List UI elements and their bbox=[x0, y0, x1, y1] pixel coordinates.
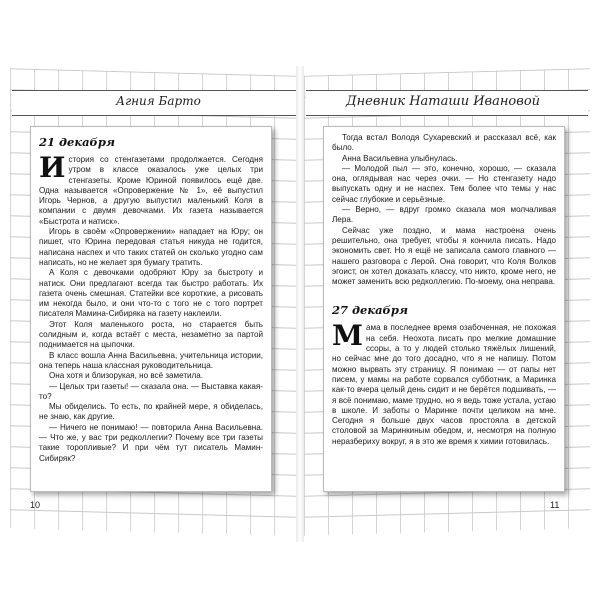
left-text-card bbox=[30, 126, 272, 492]
page-number: 11 bbox=[550, 500, 560, 510]
left-header-title: Агния Барто bbox=[116, 94, 201, 108]
paragraph bbox=[39, 151, 263, 227]
book-spine bbox=[296, 66, 304, 542]
paragraph-text: стория со стенгазетами продолжается. Сегодня утром в классе оказалось уже целых три стенгазеты. Кроме Юриной появилось ещё две. Одна называется «Опровержение № 1», её выпустил Игорь Чернов, а другую выпустил маленький Коля в компании с двумя девочками. Их газета называется «Быстрота и натиск». bbox=[39, 155, 263, 226]
right-header-title: Дневник Наташи Ивановой bbox=[346, 94, 541, 109]
entry-date: 21 декабря bbox=[39, 135, 116, 149]
paragraph: А Коля с девочками одобряют Юру за быстроту и натиск. Они предлагают всегда так быстро работать. Их газета очень смешная. Статейки все короткие, а рисовать им некогда было, и они что-то с того не с того портрет писателя Мамина-Сибиряка на газету наклеили. bbox=[39, 268, 263, 319]
paragraph: Игорь в своём «Опровержении» нападает на Юру; он пишет, что Юрина передовая статья никуда не годится, написана наспех и что таких статей он сколько угодно сам написать, но не желает зря бумагу тратить. bbox=[39, 227, 263, 267]
paragraph: Этот Коля маленького роста, но старается быть солидным и, когда встаёт с места, незаметно за партой поднимается на цыпочки. bbox=[39, 319, 263, 350]
page-number: 10 bbox=[30, 500, 41, 510]
drop-cap: М bbox=[332, 319, 363, 353]
paragraph: — Молодой пыл — это, конечно, хорошо, — сказала она, оглядывая нас через очки. — Но стенгазету надо выпускать одну и не наспех. Тем более что темы у нас сейчас глубокие и серьёзные. bbox=[332, 163, 556, 204]
paragraph: В класс вошла Анна Васильевна, учительница истории, она теперь наша классная руководительница. bbox=[39, 350, 263, 370]
paragraph: Тогда встал Володя Сухаревский и рассказал всё, как было. bbox=[332, 133, 556, 153]
left-header-band bbox=[12, 90, 296, 116]
paragraph: — Ничего не понимаю! — повторила Анна Васильевна. — Что же, у вас три редколлегии? Почему все три газеты такие торопливые? И при чём тут писатель Мамин-Сибиряк? bbox=[39, 422, 263, 463]
right-header-band bbox=[306, 90, 588, 116]
paragraph: Сейчас уже поздно, и мама настроена очень решительно, она требует, чтобы я кончила писать. Надо экономить свет. Но я ещё не записала самого главного — нашего разговора с Лерой. Она говорит, что Коля Волков эгоист, он хотел доказать классу, что никто, кроме него, не может заменить всю редколлегию. По-моему, она неправа. bbox=[332, 225, 556, 287]
drop-cap: И bbox=[39, 151, 66, 184]
paragraph: Мы обиделись. То есть, по крайней мере, я обиделась, не знаю, как другие. bbox=[39, 402, 263, 422]
paragraph: Она хотя и близорукая, но всё заметила. bbox=[49, 371, 204, 381]
entry-date: 27 декабря bbox=[332, 303, 409, 318]
paragraph: Анна Васильевна улыбнулась. bbox=[342, 153, 458, 163]
paragraph-text: ама в последнее время озабоченная, не похожая на себя. Неохота писать про мелкие домашние ссоры, а то у людей столько тяжёлых лишений, но сейчас мне до того досадно, что я не напишу. Потом можно вырвать эту страницу. Я понимаю — от папы нет писем, у мамы на работе сорвался субботник, а Маринка как-то вчера целый день сидит и не берётся подшивать, — я всё понимаю, маме трудно, но я ведь тоже устала, устаю в школе. И заботы о Маринке почти целиком на мне. Сегодня я больше двух часов простояла в детской столовой за Маринкиным обедом, и, несмотря на полную неразбериху вокруг, я в это же время к химии готовилась. bbox=[332, 323, 556, 446]
paragraph: — Целых три газеты! — сказала она. — Выставка какая-то? bbox=[39, 381, 263, 401]
paragraph bbox=[332, 319, 556, 447]
right-text-card bbox=[323, 126, 565, 492]
paragraph: — Верно, — вдруг громко сказала моя молчаливая Лера. bbox=[332, 205, 556, 225]
